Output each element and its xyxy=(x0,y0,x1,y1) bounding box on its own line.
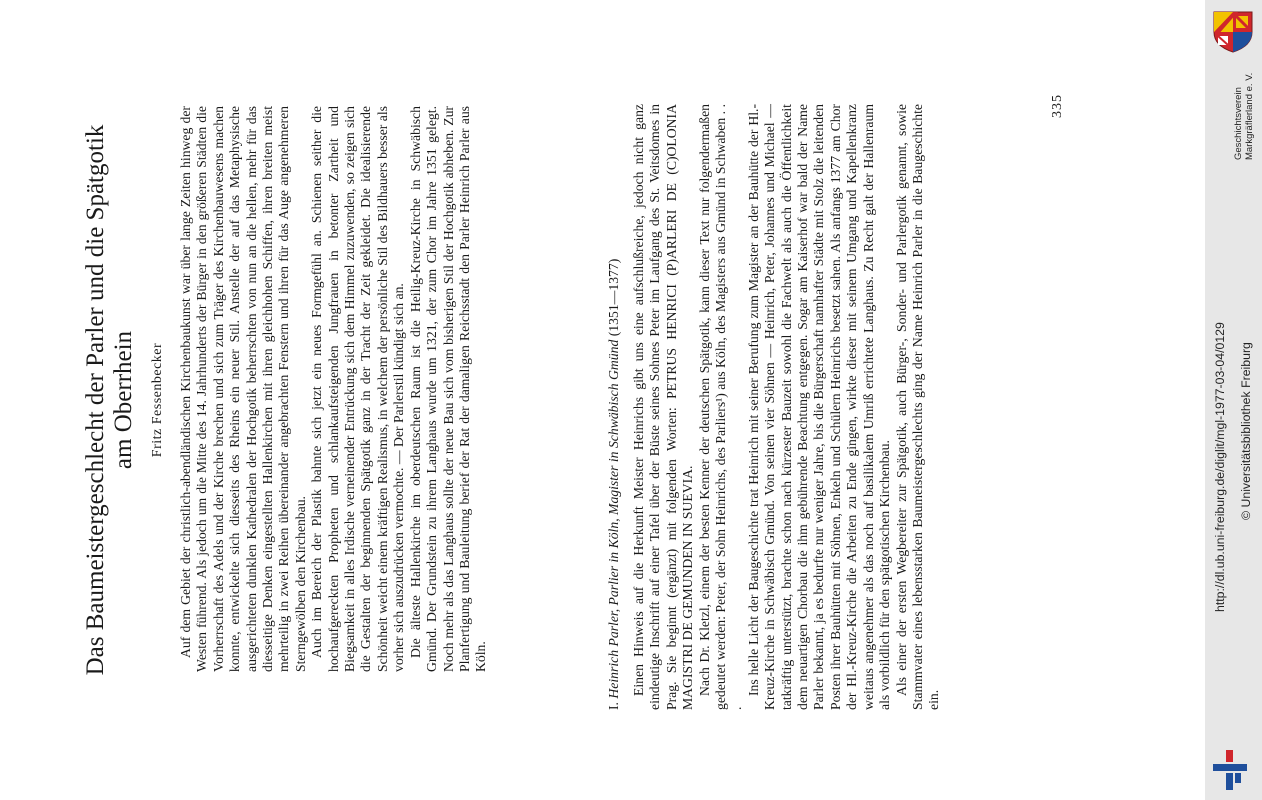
paragraph: Einen Hinweis auf die Herkunft Meister Heinrichs gibt uns eine aufschlußreiche, jedoch nicht ganz eindeutige Inschrift auf einer Tafel über der Büste seines Sohnes Peter im Laufgang des St. Veitsdomes in Prag. Sie beginnt (ergänzt) mit folgenden Worten: PETRUS HENRICI (P)ARLERI DE (C)OLONIA MAGISTRI DE GEMUNDEN IN SUEVIA. xyxy=(631,104,696,710)
permalink-url[interactable]: http://dl.ub.uni-freiburg.de/diglit/mgl-1977-03-04/0129 xyxy=(1213,322,1227,612)
intro-text xyxy=(178,106,490,672)
society-label xyxy=(1233,73,1255,160)
markgraeflerland-crest-icon xyxy=(1210,8,1256,54)
section-text xyxy=(631,104,943,710)
paragraph: Auf dem Gebiet der christlich-abendländischen Kirchenbaukunst war über lange Zeiten hinweg der Westen führend. Als jedoch um die Mitte des 14. Jahrhunderts der Bürger in den größeren Städten die Vorherrschaft des Adels und der Kirche brechen und sich zum Träger des Kirchenbauwesens machen konnte, entwickelte sich diesseits des Rheins ein neuer Stil. Anstelle der auf das Metaphysische ausgerichteten dunklen Kathedralen der Hochgotik beherrschten von nun an die hellen, mehr für das diesseitige Denken eingestellten Hallenkirchen mit ihren gleichhohen Schiffen, ihren breiten meist mehrteilig in zwei Reihen übereinander angebrachten Fenstern und ihren für das Auge angenehmeren Sterngewölben den Kirchenbau. xyxy=(178,106,308,672)
paragraph: Auch im Bereich der Plastik bahnte sich jetzt ein neues Formgefühl an. Schienen seither die hochaufgereckten Propheten und schlankaufsteigenden Jungfrauen in betonter Zartheit und Biegsamkeit in alles Irdische verneinender Entrückung sich dem Himmel zuzuwenden, so zeigen sich die Gestalten der beginnenden Spätgotik ganz in der Tracht der Zeit gekleidet. Die idealisierende Schönheit weicht einem kräftigen Realismus, in welchem der persönliche Stil des Bildhauers besser als vorher sich auszudrücken vermochte. — Der Parlerstil kündigt sich an. xyxy=(309,106,407,672)
author-name: Fritz Fessenbecker xyxy=(150,342,165,458)
society-line-1: Geschichtsverein xyxy=(1233,87,1244,160)
paragraph: Als einer der ersten Wegbereiter zur Spätgotik, auch Bürger-, Sonder- und Parlergotik genannt, sowie Stammvater eines lebensstarken Baumeistergeschlechts ging der Name Heinrich Parler in die Baugeschichte ein. xyxy=(893,104,942,710)
article-title xyxy=(82,100,138,700)
section-heading-years: (1351—1377) xyxy=(606,258,621,337)
ub-freiburg-logo-icon[interactable] xyxy=(1213,748,1247,792)
section-heading-italic: Heinrich Parler, Parlier in Köln, Magister in Schwäbisch Gmünd xyxy=(606,339,621,699)
title-line-2: am Oberrhein xyxy=(110,330,137,470)
section-heading xyxy=(606,70,622,710)
society-line-2: Markgräflerland e. V. xyxy=(1244,72,1255,160)
section-number: I. xyxy=(606,702,621,710)
title-line-1: Das Baumeistergeschlecht der Parler und die Spätgotik xyxy=(82,124,109,676)
paragraph: Die älteste Hallenkirche im oberdeutschen Raum ist die Heilig-Kreuz-Kirche in Schwäbisch Gmünd. Der Grundstein zu ihrem Langhaus wurde um 1321, der zum Chor im Jahre 1351 gelegt. Noch mehr als das Langhaus sollte der neue Bau sich vom bisherigen Stil der Hochgotik abheben. Zur Planfertigung und Bauleitung berief der Rat der damaligen Reichsstadt den Parler Heinrich Parler aus Köln. xyxy=(407,106,489,672)
paragraph: Nach Dr. Kletzl, einem der besten Kenner der deutschen Spätgotik, kann dieser Text nur folgendermaßen gedeutet werden: Peter, der Sohn Heinrichs, des Parliers¹) aus Köln, des Magisters aus Gmünd in Schwaben . . . xyxy=(696,104,745,710)
page-number: 335 xyxy=(1050,94,1065,118)
copyright-notice: © Universitätsbibliothek Freiburg xyxy=(1239,342,1253,520)
paragraph: Ins helle Licht der Baugeschichte trat Heinrich mit seiner Berufung zum Magister an der Bauhütte der Hl.-Kreuz-Kirche in Schwäbisch Gmünd. Von seinen vier Söhnen — Heinrich, Peter, Johannes und Michael — tatkräftig unterstützt, brachte schon nach kürzester Bauzeit sowohl die Fachwelt als auch die Öffentlichkeit dem neuartigen Chorbau die ihm gebührende Beachtung entgegen. Sogar am Kaiserhof war bald der Name Parler bekannt, ja es bedurfte nur weniger Jahre, bis die Bürgerschaft namhafter Städte mit Stolz die leitenden Posten ihrer Bauhütten mit Söhnen, Enkeln und Schülern Heinrichs besetzt sahen. Als anfangs 1377 am Chor der Hl.-Kreuz-Kirche die Arbeiten zu Ende gingen, wirkte dieser mit seinem Umgang und Kapellenkranz weitaus angenehmer als das noch auf basilikalem Umriß errichtete Langhaus. Zu Recht galt der Hallenraum als vorbildlich für den spätgotischen Kirchenbau. xyxy=(745,104,893,710)
